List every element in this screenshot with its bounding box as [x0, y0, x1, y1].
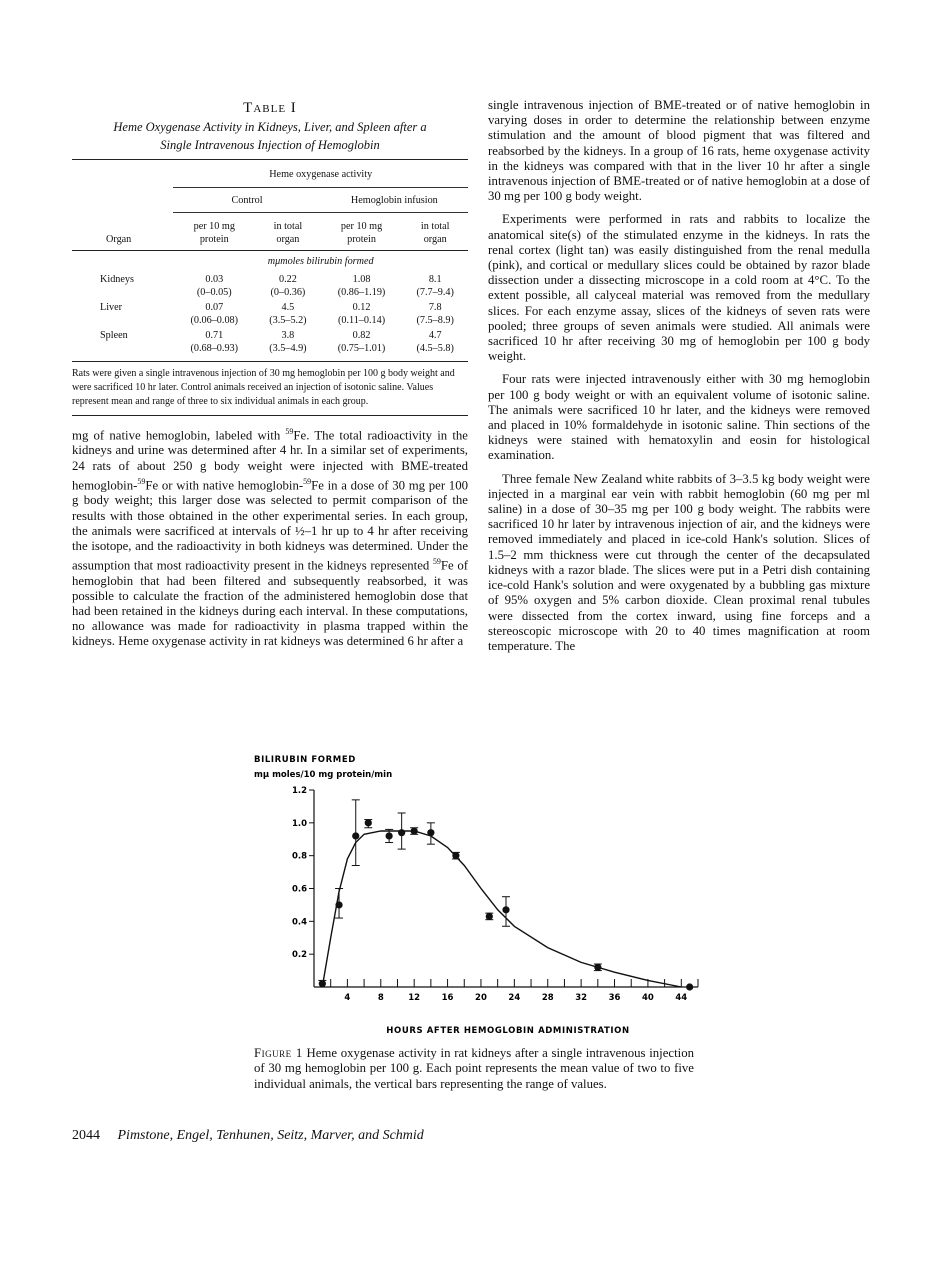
data-point: [352, 832, 359, 839]
right-column: [488, 98, 870, 662]
x-tick-label: 8: [377, 993, 384, 1003]
infusion-total-header: in total organ: [420, 221, 450, 245]
left-column: [72, 100, 468, 658]
control-header: Control: [173, 188, 320, 213]
table-note: Rats were given a single intravenous injection of 30 mg hemoglobin per 100 g body weight and were sacrificed 10 hr later. Control animals received an injection of isotonic saline. Values represent mean and range of three to six individual animals in each group.: [72, 367, 468, 416]
data-point: [411, 827, 418, 834]
right-paragraph-3: Four rats were injected intravenously either with 30 mg hemoglobin per 100 g body weight or with an equivalent volume of isotonic saline. The animals were sacrificed 10 hr later, and the kidneys were removed and placed in 10% formaldehyde in isotonic saline. Thin sections of the kidneys were stained with hematoxylin and eosin for histological examination.: [488, 372, 870, 463]
chart-title: BILIRUBIN FORMED: [254, 755, 356, 765]
page-footer: [72, 1128, 424, 1144]
table-label: Table I: [243, 100, 297, 116]
y-tick-label: 0.2: [291, 950, 307, 961]
organ-header: Organ: [106, 234, 132, 245]
heme-oxygenase-table: [72, 159, 468, 362]
data-point: [386, 832, 393, 839]
bilirubin-chart: [248, 752, 708, 1042]
table-title-line1: Heme Oxygenase Activity in Kidneys, Liver, and Spleen after a: [113, 120, 427, 134]
figure-1: [248, 752, 708, 1042]
control-total-header: in total organ: [273, 221, 303, 245]
y-tick-label: 1.2: [291, 786, 307, 796]
data-point: [686, 983, 693, 990]
table-row: Kidneys 0.03 (0–0.05) 0.22 (0–0.36) 1.08 (0.86–1.19) 8.1 (7.7–9.4): [100, 274, 454, 298]
data-point: [427, 829, 434, 836]
x-tick-label: 4: [344, 993, 351, 1003]
y-tick-label: 0.4: [291, 917, 307, 928]
x-tick-label: 32: [575, 993, 588, 1003]
data-point: [398, 829, 405, 836]
data-point: [335, 901, 342, 908]
right-paragraph-1: single intravenous injection of BME-treated or of native hemoglobin in varying doses in order to determine the relationship between enzyme stimulation and the amount of blood pigment that was filtered and reabsorbed by the kidneys. In a group of 16 rats, heme oxygenase activity in the kidneys was compared with that in the liver 10 hr after a single intravenous injection of BME-treated or of native hemoglobin at a dose of 30 mg per 100 g body weight.: [488, 98, 870, 204]
table-caption: [72, 100, 468, 153]
chart-axes: [292, 786, 698, 1003]
x-tick-label: 44: [675, 993, 688, 1003]
x-tick-label: 24: [508, 993, 521, 1003]
data-point: [365, 819, 372, 826]
data-point: [502, 906, 509, 913]
x-tick-label: 36: [608, 993, 621, 1003]
page-number: 2044: [72, 1128, 100, 1143]
x-tick-label: 12: [408, 993, 421, 1003]
x-tick-label: 28: [541, 993, 554, 1003]
footer-authors: Pimstone, Engel, Tenhunen, Seitz, Marver, and Schmid: [117, 1128, 424, 1143]
x-tick-label: 20: [475, 993, 487, 1003]
left-paragraph: mg of native hemoglobin, labeled with $^{59}$Fe. The total radioactivity in the kidneys and urine was determined after 4 hr. In a similar set of experiments, 24 rats of about 250 g body weight were injected with BME-treated hemoglobin-$^{59}$Fe or with native hemoglobin-$^{59}$Fe in a dose of 30 mg per 100 g body weight; this larger dose was selected to permit comparison of the results with those obtained in the other experimental series. In each group, the animals were sacrificed at intervals of ½–1 hr up to 4 hr after receiving the isotope, and the radioactivity in both kidneys was determined. Under the assumption that most radioactivity present in the kidneys represented $^{59}$Fe of hemoglobin that had been filtered and subsequently reabsorbed, it was possible to calculate the fraction of the administered hemoglobin dose that had been retained in the kidneys during each interval. In these computations, no allowance was made for radioactivity in plasma trapped within the kidneys. Heme oxygenase activity in rat kidneys was determined 6 hr after a: [72, 427, 468, 649]
chart-xlabel: HOURS AFTER HEMOGLOBIN ADMINISTRATION: [386, 1026, 630, 1036]
figure-caption: [254, 1046, 694, 1092]
table-title-line2: Single Intravenous Injection of Hemoglobin: [160, 138, 380, 152]
chart-ylabel: mμ moles/10 mg protein/min: [254, 770, 393, 780]
x-tick-label: 16: [441, 993, 454, 1003]
units-row: mμmoles bilirubin formed: [267, 256, 374, 267]
table-row: Spleen 0.71 (0.68–0.93) 3.8 (3.5–4.9) 0.82 (0.75–1.01) 4.7 (4.5–5.8): [72, 328, 468, 362]
data-point: [594, 964, 601, 971]
fitted-curve: [322, 831, 681, 987]
y-tick-label: 0.6: [291, 884, 307, 895]
control-per10-header: per 10 mg protein: [193, 221, 235, 245]
infusion-per10-header: per 10 mg protein: [340, 221, 383, 245]
data-point: [319, 980, 326, 987]
y-tick-label: 1.0: [291, 818, 307, 829]
y-tick-label: 0.8: [291, 851, 307, 862]
right-paragraph-2: Experiments were performed in rats and rabbits to localize the anatomical site(s) of the stimulated enzyme in the kidneys. In rats the renal cortex (light tan) was easily distinguished from the renal medulla (pink), and cortical or medullary slices could be obtained by razor blade dissection under a dissecting microscope in a cold room at 4°C. To the extent possible, all calyceal material was removed from the medullary slices. For each enzyme assay, slices of the kidneys of seven rats were pooled; three groups of seven animals were studied. All animals were sacrificed 10 hr after receiving 30 mg of hemoglobin per 100 g body weight.: [488, 212, 870, 364]
figure-caption-text: Heme oxygenase activity in rat kidneys after a single intravenous injection of 30 mg hemoglobin per 100 g. Each point represents the mean value of two to five individual animals, the vertical bars representing the range of values.: [254, 1046, 694, 1091]
infusion-header: Hemoglobin infusion: [321, 188, 468, 213]
x-tick-label: 40: [641, 993, 654, 1003]
chart-points-group: [318, 800, 693, 991]
chart-curve-group: [322, 831, 681, 987]
figure-label: Figure 1: [254, 1046, 303, 1060]
group-header: Heme oxygenase activity: [269, 169, 373, 180]
right-paragraph-4: Three female New Zealand white rabbits of 3–3.5 kg body weight were injected in a marginal ear vein with rabbit hemoglobin (60 mg per ml saline) in a dose of 30–35 mg per 100 g body weight. The rabbits were sacrificed 10 hr later by intravenous injection of air, and the kidneys were removed immediately and placed in ice-cold Hank's solution. Slices of 1.5–2 mm thickness were cut through the center of the decapsulated kidneys with a razor blade. The slices were put in a Petri dish containing ice-cold Hank's solution and were oxygenated by a bubbling gas mixture of 95% oxygen and 5% carbon dioxide. Clean proximal renal tubules were dissected from the cortex inward, using fine forceps and a stereoscopic microscope with 20 to 40 times magnification at room temperature. The: [488, 471, 870, 653]
table-row: Liver 0.07 (0.06–0.08) 4.5 (3.5–5.2) 0.12 (0.11–0.14) 7.8 (7.5–8.9): [100, 302, 454, 326]
data-point: [452, 852, 459, 859]
data-point: [486, 913, 493, 920]
